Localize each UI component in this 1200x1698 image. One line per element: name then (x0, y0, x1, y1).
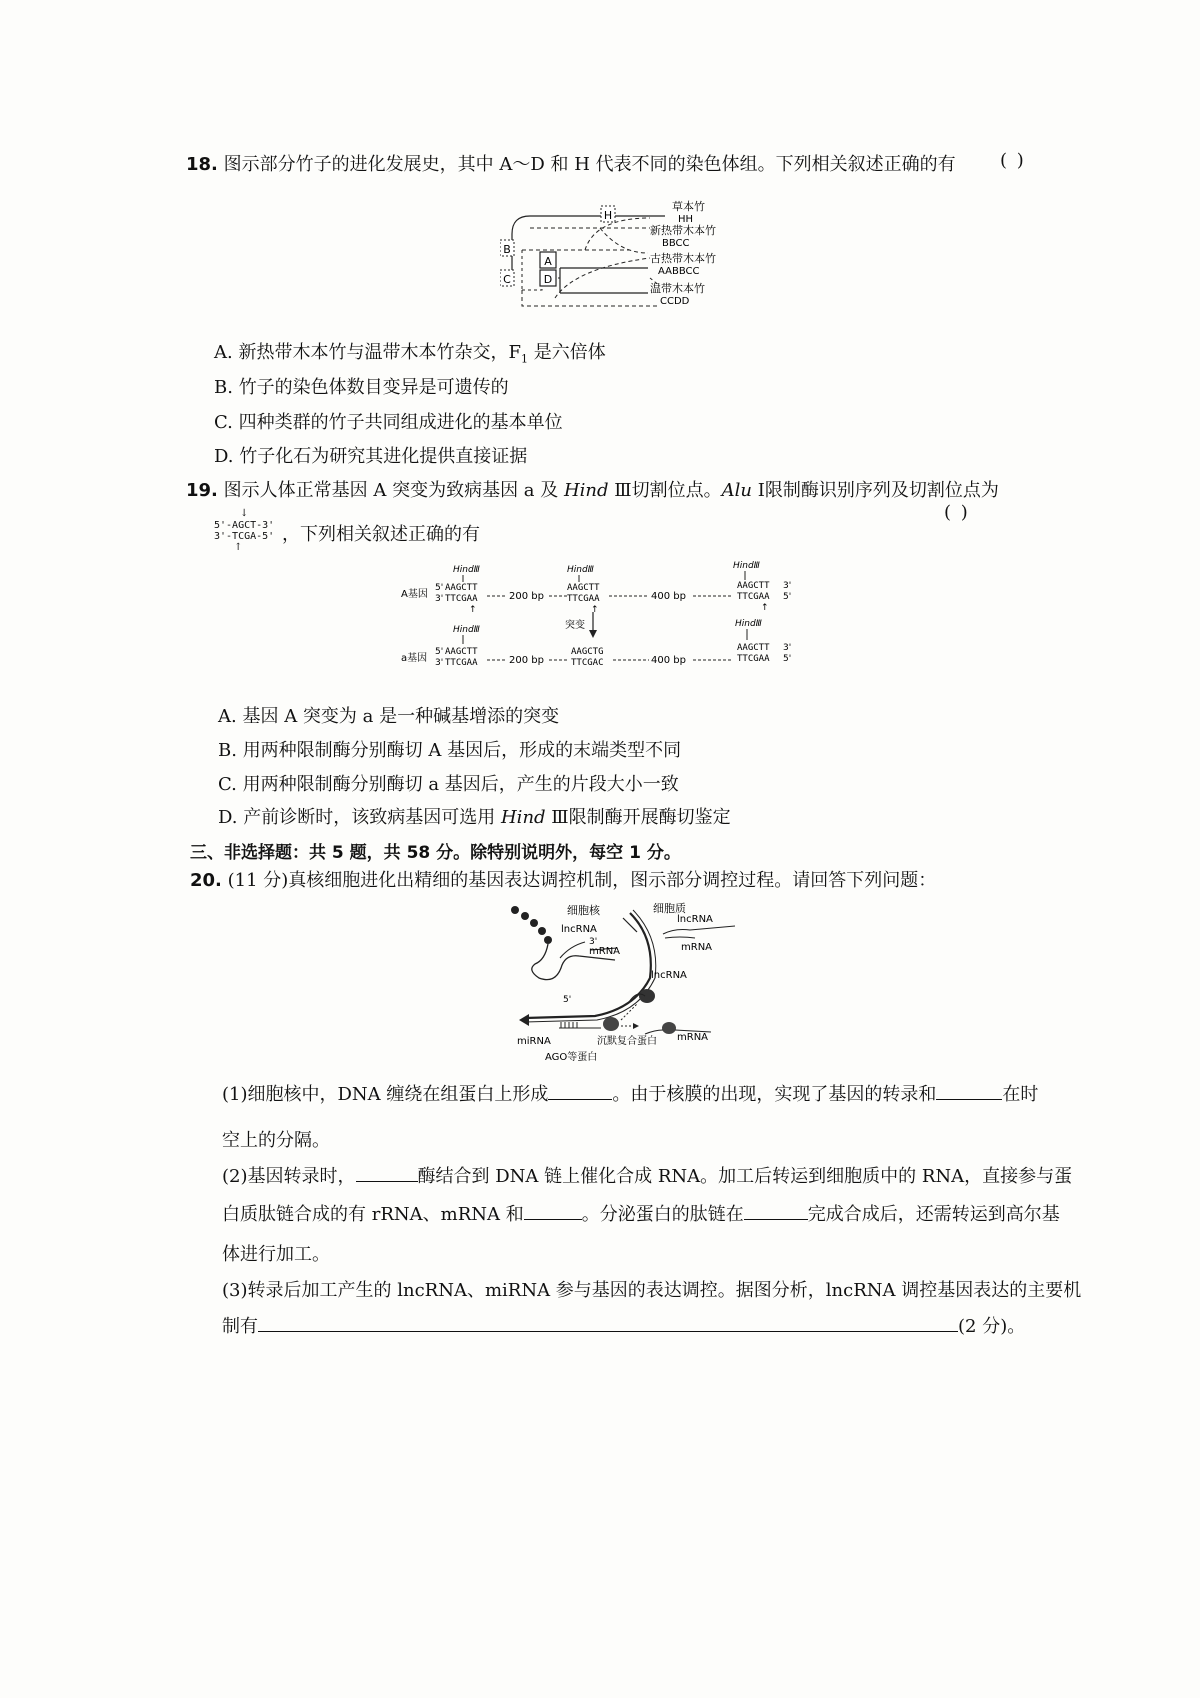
q18-stem-line (186, 150, 956, 176)
three-prime-label: 3' (589, 937, 598, 947)
q19-option-a[interactable] (218, 702, 559, 728)
q20-part2-line3: 体进行加工。 (222, 1244, 330, 1265)
q20-part2-line2: 白质肽链合成的有 rRNA、mRNA 和 。分泌蛋白的肽链在 完成合成后，还需转运到高尔基 (222, 1204, 1060, 1225)
question-number: 20. (190, 870, 222, 891)
option-text: 产前诊断时，该致病基因可选用 (243, 807, 501, 828)
answer-blank-3[interactable] (356, 1165, 418, 1182)
option-label: B. (218, 740, 237, 761)
mutation-label: 突变 (565, 620, 585, 631)
option-text: 四种类群的竹子共同组成进化的基本单位 (238, 412, 563, 433)
ago-label: AGO等蛋白 (545, 1052, 598, 1063)
lncrna-ribosome-label: lncRNA (651, 970, 687, 981)
hind-label: HindⅢ (735, 619, 762, 629)
mrna-nucleus-label: mRNA (589, 946, 621, 957)
mutant-site-bottom: TTCGAC (571, 658, 604, 668)
option-label: C. (214, 412, 233, 433)
question-stem: 图示部分竹子的进化发展史，其中 A～D 和 H 代表不同的染色体组。下列相关叙述正确的有 (223, 154, 956, 175)
option-text: 新热带木本竹与温带木本竹杂交，F (238, 342, 521, 363)
option-text: 用两种限制酶分别酶切 A 基因后，形成的末端类型不同 (242, 740, 682, 761)
q20-part3-line1: (3)转录后加工产生的 lncRNA、miRNA 参与基因的表达调控。据图分析，lncRNA 调控基因表达的主要机 (222, 1280, 1082, 1301)
five-prime: 5' (435, 647, 444, 657)
species-genome: HH (678, 214, 694, 225)
gene-a-mutant-label: a基因 (401, 653, 428, 664)
q19-stem-cont: ，下列相关叙述正确的有 (282, 524, 480, 545)
option-text: 用两种限制酶分别酶切 a 基因后，产生的片段大小一致 (242, 774, 679, 795)
site-bottom: TTCGAA (567, 594, 600, 604)
q19-option-d[interactable]: D. 产前诊断时，该致病基因可选用 Hind Ⅲ限制酶开展酶切鉴定 (218, 807, 731, 828)
question-number: 19. (186, 480, 218, 501)
three-prime: 3' (783, 581, 792, 591)
enzyme-name: Hind (563, 480, 609, 501)
silencing-complex-label: 沉默复合蛋白 (597, 1036, 657, 1047)
lncrna-cytoplasm-label: lncRNA (677, 914, 713, 925)
q20-part1-line1: (1)细胞核中，DNA 缠绕在组蛋白上形成 。由于核膜的出现，实现了基因的转录和 在时 (222, 1084, 1039, 1105)
group-a-label: A (544, 255, 552, 268)
group-b-label: B (503, 243, 511, 256)
option-label: D. (214, 446, 234, 467)
species-genome: BBCC (662, 238, 690, 249)
site-bottom: TTCGAA (737, 654, 770, 664)
svg-text:↑: ↑ (761, 603, 769, 613)
seq-top: 5'-AGCT-3' (214, 520, 275, 531)
option-label: A. (218, 706, 237, 727)
species-name: 草本竹 (672, 200, 705, 213)
question-number: 18. (186, 154, 218, 175)
mutant-site-top: AAGCTG (571, 647, 604, 657)
species-name: 温带木本竹 (650, 282, 705, 295)
q20-part3-line2: 制有 (2 分)。 (222, 1316, 1026, 1337)
svg-text:↑: ↑ (469, 605, 477, 615)
question-stem: (11 分)真核细胞进化出精细的基因表达调控机制，图示部分调控过程。请回答下列问题： (227, 870, 937, 891)
answer-bracket: ( ) (944, 502, 970, 523)
option-label: C. (218, 774, 237, 795)
svg-text:↑: ↑ (591, 605, 599, 615)
mrna-degraded-label: mRNA (677, 1032, 709, 1043)
answer-blank-1[interactable] (548, 1083, 612, 1100)
hind-label: HindⅢ (453, 565, 480, 575)
site-bottom: TTCGAA (445, 594, 478, 604)
site-bottom: TTCGAA (445, 658, 478, 668)
species-name: 古热带木本竹 (650, 252, 716, 265)
group-c-label: C (503, 273, 511, 286)
enzyme-name: Alu (721, 480, 752, 501)
bp-200: 200 bp (509, 591, 544, 602)
q18-option-d[interactable] (214, 442, 527, 468)
site-top: AAGCTT (445, 647, 478, 657)
answer-blank-2[interactable] (936, 1083, 1002, 1100)
lncrna-nucleus-label: lncRNA (561, 924, 597, 935)
species-genome: CCDD (660, 296, 690, 307)
option-text: 竹子的染色体数目变异是可遗传的 (238, 377, 509, 398)
site-top: AAGCTT (737, 581, 770, 591)
section-heading: 三、非选择题：共 5 题，共 58 分。除特别说明外，每空 1 分。 (190, 843, 681, 863)
bamboo-evolution-diagram (500, 198, 800, 328)
q18-option-a[interactable] (214, 338, 606, 366)
hind-label: HindⅢ (733, 561, 760, 571)
species-genome: AABBCC (658, 266, 700, 277)
option-text-2: 是六倍体 (533, 342, 606, 363)
option-text: 竹子化石为研究其进化提供直接证据 (239, 446, 528, 467)
q18-option-c[interactable] (214, 408, 563, 434)
three-prime: 3' (435, 658, 444, 668)
answer-bracket: ( ) (1000, 150, 1026, 171)
site-top: AAGCTT (445, 583, 478, 593)
cytoplasm-label: 细胞质 (653, 902, 686, 915)
five-prime: 5' (783, 592, 792, 602)
alu-recognition-sequence: ↓ 5'-AGCT-3' 3'-TCGA-5' ↑ (214, 508, 275, 553)
three-prime: 3' (435, 594, 444, 604)
gene-restriction-diagram (395, 560, 815, 670)
site-top: AAGCTT (737, 643, 770, 653)
group-d-label: D (543, 273, 553, 286)
group-h-label: H (603, 209, 613, 222)
five-prime-label: 5' (563, 995, 572, 1005)
enzyme-name: Hind (500, 807, 546, 828)
q18-option-b[interactable] (214, 373, 509, 399)
answer-blank-4[interactable] (524, 1203, 582, 1220)
gene-a-label: A基因 (401, 589, 428, 600)
q19-stem-line: 19. 图示人体正常基因 A 突变为致病基因 a 及 Hind Ⅲ切割位点。Alu Ⅰ限制酶识别序列及切割位点为 (186, 480, 999, 501)
q19-option-b[interactable] (218, 736, 681, 762)
five-prime: 5' (783, 654, 792, 664)
three-prime: 3' (783, 643, 792, 653)
option-label: A. (214, 342, 233, 363)
seq-bottom: 3'-TCGA-5' (214, 531, 275, 542)
bp-400: 400 bp (651, 655, 686, 666)
mirna-label: miRNA (517, 1036, 551, 1047)
site-bottom: TTCGAA (737, 592, 770, 602)
gene-regulation-diagram (505, 898, 745, 1068)
hind-label: HindⅢ (567, 565, 594, 575)
bp-400: 400 bp (651, 591, 686, 602)
site-top: AAGCTT (567, 583, 600, 593)
five-prime: 5' (435, 583, 444, 593)
answer-blank-5[interactable] (744, 1203, 808, 1220)
q20-part2-line1: (2)基因转录时， 酶结合到 DNA 链上催化合成 RNA。加工后转运到细胞质中的 RNA，直接参与蛋 (222, 1166, 1073, 1187)
option-label: B. (214, 377, 233, 398)
option-text: 基因 A 突变为 a 是一种碱基增添的突变 (242, 706, 560, 727)
option-subscript: 1 (520, 352, 528, 366)
q19-option-c[interactable] (218, 770, 679, 796)
mrna-cytoplasm-label: mRNA (681, 942, 713, 953)
nucleus-label: 细胞核 (567, 904, 600, 917)
hind-label: HindⅢ (453, 625, 480, 635)
q20-part1-line2: 空上的分隔。 (222, 1130, 330, 1151)
bp-200: 200 bp (509, 655, 544, 666)
option-label: D. (218, 807, 238, 828)
question-stem: 图示人体正常基因 A 突变为致病基因 a 及 (223, 480, 564, 501)
q20-stem-line (190, 866, 936, 892)
species-name: 新热带木本竹 (650, 224, 716, 237)
answer-blank-6[interactable] (258, 1315, 958, 1332)
